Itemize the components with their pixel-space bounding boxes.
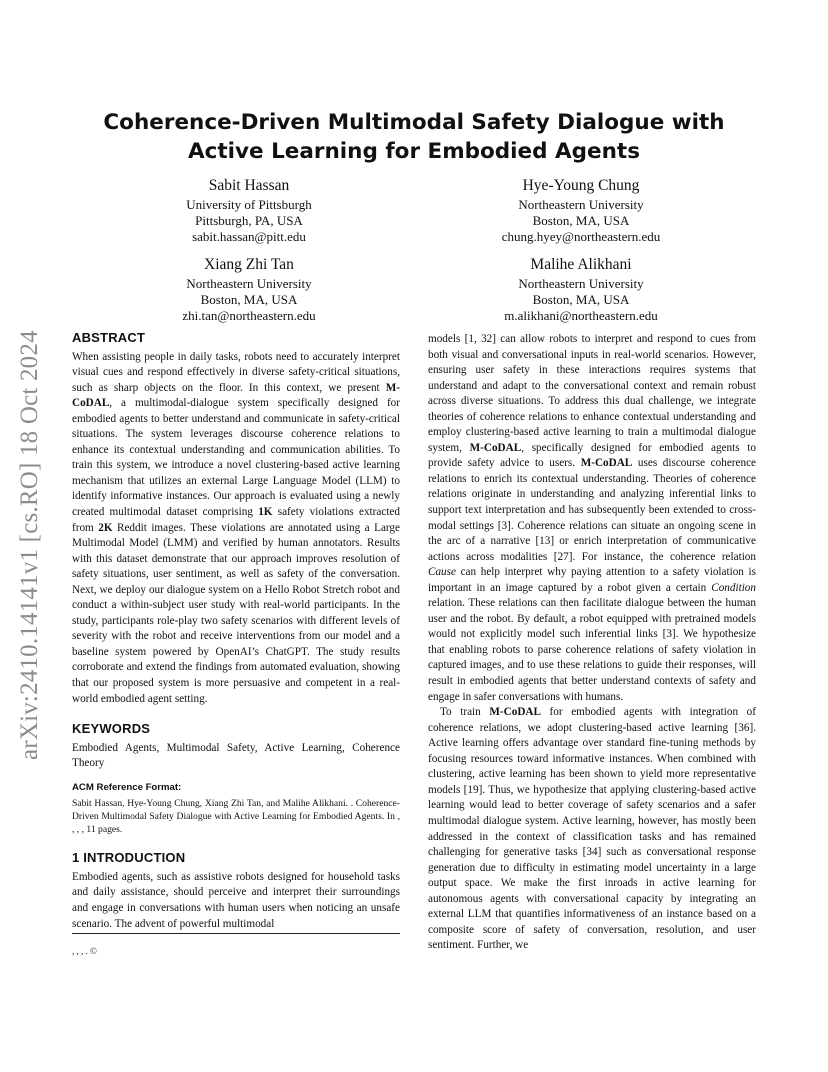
author-affiliation: Northeastern University <box>518 276 644 291</box>
keywords-text: Embodied Agents, Multimodal Safety, Active Learning, Coherence Theory <box>72 741 400 770</box>
introduction-paragraph: models [1, 32] can allow robots to interpret and respond to cues from both visual and conversational inputs in real-world scenarios. However, ensuring user safety in these interactions requires systems that understand and adapt to the conversational context and remain robust across diverse situations. To address this dual challenge, we integrate theories of coherence relations to enhance contextual understanding and employ clustering-based active learning to train a multimodal dialogue system, M-CoDAL, specifically designed for embodied agents to provide safety advice to users. M-CoDAL uses discourse coherence relations to enrich its contextual understanding. Theories of coherence relations originate in understanding and analyzing inferential links to support text interpretation and has subsequently been extended to cross-modal settings [3]. Coherence relations can situate an ongoing scene in the arc of a narrative [13] or enrich interpretation of communicative actions across modalities [27]. For instance, the coherence relation Cause can help interpret why paying attention to a safety violation is important in an image captured by a robot given a certain Condition relation. These relations can then facilitate dialogue between the human user and the robot. By default, a robot equipped with pretrained models would not explicitly model such inferential links [3]. We hypothesize that enabling robots to parse coherence relations of safety violation in captured images, and to use these relations to guide their responses, will result in embodied agents that better understand contexts of safety and engage in safer conversations with humans. <box>428 333 757 703</box>
author-email[interactable]: sabit.hassan@pitt.edu <box>192 229 306 244</box>
author-location: Boston, MA, USA <box>532 213 630 228</box>
right-column <box>428 332 756 954</box>
abstract-heading: ABSTRACT <box>72 330 146 345</box>
acm-reference-text: Sabit Hassan, Hye-Young Chung, Xiang Zhi Tan, and Malihe Alikhani. . Coherence-Driven Multimodal Safety Dialogue with Active Learning for Embodied Agents. In , , , , 11 pages. <box>72 798 400 836</box>
left-column <box>72 330 400 932</box>
footnote: , , , . © <box>72 946 97 956</box>
footnote-rule <box>72 933 400 934</box>
author-location: Boston, MA, USA <box>532 292 630 307</box>
author-affiliation: University of Pittsburgh <box>186 197 312 212</box>
author-location: Pittsburgh, PA, USA <box>195 213 303 228</box>
author-block <box>124 176 374 245</box>
author-name: Malihe Alikhani <box>530 256 632 273</box>
author-name: Xiang Zhi Tan <box>204 256 294 273</box>
author-block <box>456 176 706 245</box>
arxiv-identifier: arXiv:2410.14141v1 [cs.RO] 18 Oct 2024 <box>16 330 43 760</box>
author-name: Hye-Young Chung <box>522 177 640 194</box>
introduction-paragraph: To train M-CoDAL for embodied agents with integration of coherence relations, we adopt clustering-based active learning [36]. Active learning offers advantage over standard fine-tuning methods by focusing resources toward informative instances. When combined with clustering, active learning has been shown to yield more representative models [19]. Thus, we hypothesize that applying clustering-based active learning would lead to better coverage of safety scenarios and a safer multimodal dialogue system. Active learning, however, has mostly been addressed in the context of classification tasks and has remained challenging for generative tasks [34] such as conversational response generation due to difficulty in estimating model uncertainty in a large output space. We make the first inroads in active learning for autonomous agents with conversational capacity by integrating an external LLM that quantifies informativeness of an instance based on a composite score of safety of conversation, resolution, and user sentiment. Further, we <box>428 706 756 952</box>
author-email[interactable]: zhi.tan@northeastern.edu <box>182 308 316 323</box>
author-block <box>456 255 706 324</box>
introduction-paragraph: Embodied agents, such as assistive robots designed for household tasks and daily assistance, should perceive and interpret their surroundings and engage in conversations with human users when noticing an unsafe scenario. The advent of powerful multimodal <box>72 870 400 930</box>
author-affiliation: Northeastern University <box>518 197 644 212</box>
author-block <box>124 255 374 324</box>
author-email[interactable]: m.alikhani@northeastern.edu <box>504 308 658 323</box>
author-location: Boston, MA, USA <box>200 292 298 307</box>
author-name: Sabit Hassan <box>208 177 290 194</box>
introduction-heading: 1 INTRODUCTION <box>72 850 186 866</box>
acm-reference-heading: ACM Reference Format: <box>72 781 182 793</box>
keywords-heading: KEYWORDS <box>72 721 151 737</box>
author-email[interactable]: chung.hyey@northeastern.edu <box>501 229 661 244</box>
author-affiliation: Northeastern University <box>186 276 312 291</box>
abstract-text: When assisting people in daily tasks, robots need to accurately interpret visual cues and respond effectively in diverse safety-critical situations, such as sharp objects on the floor. In this context, we present M-CoDAL, a multimodal-dialogue system specifically designed for embodied agents to better understand and communicate in safety-critical situations. The system leverages discourse coherence relations to enhance its contextual understanding and communication abilities. To train this system, we introduce a novel clustering-based active learning mechanism that utilizes an external Large Language Model (LLM) to identify informative instances. Our approach is evaluated using a newly created multimodal dataset comprising 1K safety violations extracted from 2K Reddit images. These violations are annotated using a Large Multimodal Model (LMM) and verified by human annotators. Results with this dataset demonstrate that our approach improves resolution of safety situations, user sentiment, as well as safety of the conversation. Next, we deploy our dialogue system on a Hello Robot Stretch robot and conduct a within-subject user study with real-world participants. In the study, participants role-play two safety scenarios with different levels of severity with the robot and receive interventions from our model and a baseline system powered by OpenAI’s ChatGPT. The study results corroborate and extend the findings from automated evaluation, showing that our proposed system is more persuasive and competent in a real-world embodied agent setting. <box>72 350 400 705</box>
paper-title: Coherence-Driven Multimodal Safety Dialogue with Active Learning for Embodied Agents <box>103 110 725 164</box>
